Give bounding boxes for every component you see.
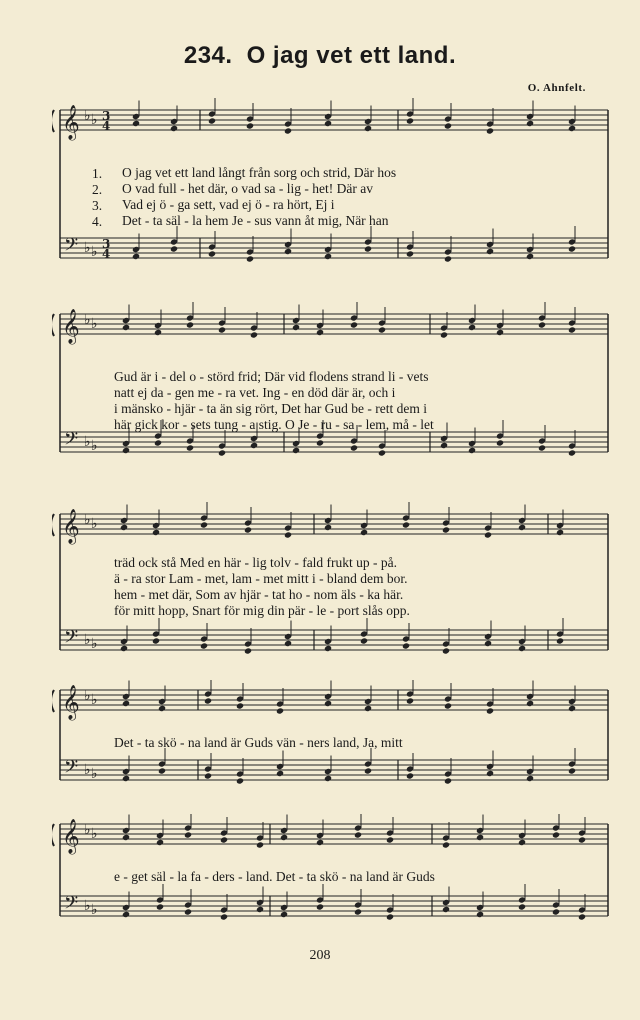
note-head — [208, 117, 216, 124]
note-head — [316, 903, 324, 910]
note-head — [406, 697, 414, 704]
note-head — [518, 903, 526, 910]
note-head — [444, 122, 452, 129]
note-head — [364, 705, 372, 712]
note-head — [350, 321, 358, 328]
lyric-line: Det - ta säl - la hem Je - sus vann åt mig, När han — [122, 213, 389, 228]
note-head — [476, 911, 484, 918]
lyric-line: Gud är i - del o - störd frid; Där vid flodens strand li - vets — [114, 369, 429, 384]
note-head — [246, 255, 254, 262]
time-signature: 3 — [102, 109, 111, 123]
note-head — [284, 127, 292, 134]
note-head — [186, 444, 194, 451]
note-head — [444, 777, 452, 784]
note-head — [316, 329, 324, 336]
note-head — [402, 521, 410, 528]
note-head — [526, 700, 534, 707]
note-head — [568, 705, 576, 712]
note-head — [218, 449, 226, 456]
note-head — [496, 439, 504, 446]
lyric-line: Vad ej ö - ga sett, vad ej ö - ra hört, Ej i — [122, 197, 335, 212]
note-head — [486, 127, 494, 134]
note-head — [132, 253, 140, 260]
flat-icon: ♭ — [91, 316, 98, 332]
treble-clef-icon: 𝄞 — [62, 105, 80, 140]
note-head — [496, 329, 504, 336]
note-head — [442, 906, 450, 913]
note-head — [158, 705, 166, 712]
note-head — [200, 521, 208, 528]
note-head — [518, 524, 526, 531]
note-head — [578, 836, 586, 843]
note-head — [518, 645, 526, 652]
brace-icon — [52, 314, 54, 336]
flat-icon: ♭ — [91, 902, 98, 918]
note-head — [292, 447, 300, 454]
note-head — [324, 700, 332, 707]
note-head — [468, 447, 476, 454]
note-head — [250, 442, 258, 449]
verse-number: 4. — [92, 214, 103, 229]
lyric-line: här gick kor - sets tung - a stig. O Je - ru - sa - lem, må - let — [114, 417, 434, 432]
note-head — [122, 447, 130, 454]
note-head — [244, 647, 252, 654]
note-head — [284, 531, 292, 538]
note-head — [122, 775, 130, 782]
note-head — [364, 245, 372, 252]
music-system-5 — [52, 814, 612, 944]
note-head — [364, 125, 372, 132]
note-head — [316, 439, 324, 446]
note-head — [354, 831, 362, 838]
note-head — [364, 767, 372, 774]
note-head — [406, 250, 414, 257]
note-head — [246, 122, 254, 129]
note-head — [406, 772, 414, 779]
note-head — [120, 524, 128, 531]
note-head — [244, 526, 252, 533]
note-head — [378, 326, 386, 333]
hymn-title: O jag vet ett land. — [246, 42, 457, 69]
lyric-line: O vad full - het där, o vad sa - lig - het! Där av — [122, 181, 373, 196]
hymn-number: 234. — [183, 42, 233, 69]
time-signature: 4 — [102, 119, 111, 133]
lyric-line: natt ej da - gen me - ra vet. Ing - en död där är, och i — [114, 385, 396, 400]
treble-clef-icon: 𝄞 — [62, 309, 80, 344]
note-head — [122, 700, 130, 707]
note-head — [208, 250, 216, 257]
note-head — [486, 248, 494, 255]
treble-clef-icon: 𝄞 — [62, 509, 80, 544]
note-head — [568, 245, 576, 252]
note-head — [280, 911, 288, 918]
note-head — [122, 911, 130, 918]
note-head — [122, 324, 130, 331]
music-system-1 — [52, 98, 612, 278]
flat-icon: ♭ — [91, 692, 98, 708]
note-head — [568, 326, 576, 333]
note-head — [486, 770, 494, 777]
lyric-line: hem - met där, Som av hjär - tat ho - nom äls - ka här. — [114, 587, 404, 602]
note-head — [292, 324, 300, 331]
note-head — [386, 913, 394, 920]
note-head — [552, 908, 560, 915]
note-head — [484, 640, 492, 647]
flat-icon: ♭ — [84, 688, 91, 704]
note-head — [578, 913, 586, 920]
brace-icon — [52, 690, 54, 712]
note-head — [220, 836, 228, 843]
note-head — [316, 839, 324, 846]
bass-clef-icon: 𝄢 — [64, 627, 79, 652]
treble-clef-icon: 𝄞 — [62, 685, 80, 720]
music-system-3 — [52, 500, 612, 680]
lyric-line: Det - ta skö - na land är Guds vän - ners land, Ja, mitt — [114, 735, 403, 750]
flat-icon: ♭ — [84, 240, 91, 256]
lyric-line: för mitt hopp, Snart för mig din pär - le - port slås opp. — [114, 603, 410, 618]
treble-clef-icon: 𝄞 — [62, 819, 80, 854]
note-head — [284, 248, 292, 255]
note-head — [476, 834, 484, 841]
page-number: 208 — [309, 948, 331, 963]
music-system-4 — [52, 680, 612, 810]
brace-icon — [52, 110, 54, 132]
flat-icon: ♭ — [91, 826, 98, 842]
brace-icon — [52, 824, 54, 846]
lyric-line: ä - ra stor Lam - met, lam - met mitt i - bland dem bor. — [114, 571, 408, 586]
note-head — [324, 645, 332, 652]
note-head — [158, 767, 166, 774]
note-head — [552, 831, 560, 838]
composer-credit: O. Ahnfelt. — [527, 82, 586, 94]
note-head — [276, 770, 284, 777]
note-head — [236, 702, 244, 709]
note-head — [184, 831, 192, 838]
note-head — [324, 120, 332, 127]
flat-icon: ♭ — [91, 516, 98, 532]
note-head — [276, 707, 284, 714]
note-head — [154, 329, 162, 336]
note-head — [250, 331, 258, 338]
note-head — [556, 637, 564, 644]
note-head — [568, 767, 576, 774]
flat-icon: ♭ — [91, 438, 98, 454]
time-signature: 3 — [102, 237, 111, 251]
note-head — [152, 529, 160, 536]
note-head — [350, 444, 358, 451]
note-head — [406, 117, 414, 124]
note-head — [200, 642, 208, 649]
note-head — [170, 245, 178, 252]
flat-icon: ♭ — [91, 636, 98, 652]
flat-icon: ♭ — [84, 434, 91, 450]
note-head — [378, 449, 386, 456]
note-head — [354, 908, 362, 915]
note-head — [568, 449, 576, 456]
note-head — [236, 777, 244, 784]
note-head — [402, 642, 410, 649]
note-head — [122, 834, 130, 841]
note-head — [518, 839, 526, 846]
note-head — [486, 707, 494, 714]
note-head — [442, 841, 450, 848]
note-head — [324, 524, 332, 531]
verse-number: 2. — [92, 182, 103, 197]
note-head — [220, 913, 228, 920]
note-head — [444, 255, 452, 262]
lyric-line: träd ock stå Med en här - lig tolv - fald frukt up - på. — [114, 555, 398, 570]
lyric-line: O jag vet ett land långt från sorg och strid, Där hos — [122, 165, 397, 180]
note-head — [204, 697, 212, 704]
note-head — [186, 321, 194, 328]
flat-icon: ♭ — [91, 766, 98, 782]
note-head — [256, 841, 264, 848]
note-head — [152, 637, 160, 644]
note-head — [324, 775, 332, 782]
hymn-title-line — [0, 42, 640, 70]
note-head — [556, 529, 564, 536]
note-head — [440, 442, 448, 449]
note-head — [538, 321, 546, 328]
note-head — [154, 439, 162, 446]
note-head — [526, 253, 534, 260]
note-head — [280, 834, 288, 841]
lyric-line: i mänsko - hjär - ta än sig rört, Det har Gud be - rett dem i — [114, 401, 428, 416]
verse-number: 3. — [92, 198, 103, 213]
note-head — [538, 444, 546, 451]
note-head — [442, 526, 450, 533]
verse-number: 1. — [92, 166, 103, 181]
note-head — [526, 775, 534, 782]
note-head — [442, 647, 450, 654]
note-head — [444, 702, 452, 709]
note-head — [156, 903, 164, 910]
note-head — [324, 253, 332, 260]
note-head — [120, 645, 128, 652]
note-head — [568, 125, 576, 132]
note-head — [360, 637, 368, 644]
note-head — [360, 529, 368, 536]
bass-clef-icon: 𝄢 — [64, 893, 79, 918]
bass-clef-icon: 𝄢 — [64, 757, 79, 782]
note-head — [468, 324, 476, 331]
note-head — [218, 326, 226, 333]
flat-icon: ♭ — [84, 822, 91, 838]
time-signature: 4 — [102, 247, 111, 261]
note-head — [156, 839, 164, 846]
flat-icon: ♭ — [84, 312, 91, 328]
music-system-2 — [52, 300, 612, 480]
note-head — [284, 640, 292, 647]
flat-icon: ♭ — [84, 898, 91, 914]
note-head — [440, 331, 448, 338]
bass-clef-icon: 𝄢 — [64, 429, 79, 454]
note-head — [170, 125, 178, 132]
note-head — [526, 120, 534, 127]
note-head — [484, 531, 492, 538]
flat-icon: ♭ — [91, 244, 98, 260]
note-head — [184, 908, 192, 915]
flat-icon: ♭ — [84, 512, 91, 528]
note-head — [256, 906, 264, 913]
flat-icon: ♭ — [84, 108, 91, 124]
note-head — [132, 120, 140, 127]
bass-clef-icon: 𝄢 — [64, 235, 79, 260]
flat-icon: ♭ — [84, 762, 91, 778]
flat-icon: ♭ — [84, 632, 91, 648]
lyric-line: e - get säl - la fa - ders - land. Det - ta skö - na land är Guds — [114, 869, 435, 884]
note-head — [386, 836, 394, 843]
flat-icon: ♭ — [91, 112, 98, 128]
brace-icon — [52, 514, 54, 536]
note-head — [204, 772, 212, 779]
